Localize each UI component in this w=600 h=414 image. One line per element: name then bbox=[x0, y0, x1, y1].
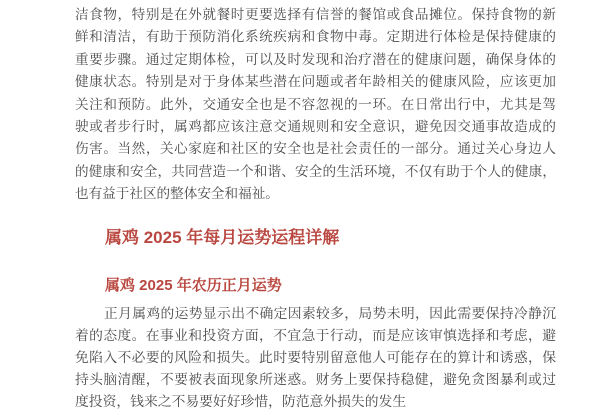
subsection-heading-first-month: 属鸡 2025 年农历正月运势 bbox=[105, 276, 282, 294]
section-heading-monthly-fortune: 属鸡 2025 年每月运势运程详解 bbox=[105, 227, 340, 247]
paragraph-line: 健康状态。特别是对于身体某些潜在问题或者年龄相关的健康风险，应该更加 bbox=[75, 74, 556, 90]
paragraph-line-clipped: 度投资，钱来之不易要好好珍惜，防范意外损失的发生 bbox=[75, 394, 407, 410]
paragraph-line: 持头脑清醒，不要被表面现象所迷惑。财务上要保持稳健，避免贪图暴利或过 bbox=[75, 372, 556, 388]
paragraph-line: 的健康和安全，共同营造一个和谐、安全的生活环境，不仅有助于个人的健康， bbox=[75, 163, 556, 179]
paragraph-line: 重要步骤。通过定期体检，可以及时发现和治疗潜在的健康问题，确保身体的 bbox=[75, 51, 556, 67]
paragraph-line: 正月属鸡的运势显示出不确定因素较多，局势未明，因此需要保持冷静沉 bbox=[103, 305, 556, 321]
paragraph-line: 着的态度。在事业和投资方面，不宜急于行动，而是应该审慎选择和考虑，避 bbox=[75, 327, 556, 343]
paragraph-line: 伤害。当然，关心家庭和社区的安全也是社会责任的一部分。通过关心身边人 bbox=[75, 141, 556, 157]
paragraph-line: 关注和预防。此外，交通安全也是不容忽视的一环。在日常出行中，尤其是驾 bbox=[75, 96, 556, 112]
paragraph-line: 也有益于社区的整体安全和福祉。 bbox=[75, 186, 279, 202]
paragraph-first-month-fortune bbox=[75, 303, 556, 414]
paragraph-health-safety bbox=[75, 4, 556, 206]
paragraph-line: 洁食物，特别是在外就餐时更要选择有信誉的餐馆或食品摊位。保持食物的新 bbox=[75, 7, 556, 22]
paragraph-line: 鲜和清洁，有助于预防消化系统疾病和食物中毒。定期进行体检是保持健康的 bbox=[75, 29, 556, 45]
article-body bbox=[75, 0, 556, 410]
paragraph-line: 免陷入不必要的风险和损失。此时要特别留意他人可能存在的算计和诱惑，保 bbox=[75, 350, 556, 366]
paragraph-line: 驶或者步行时，属鸡都应该注意交通规则和安全意识，避免因交通事故造成的 bbox=[75, 119, 556, 135]
